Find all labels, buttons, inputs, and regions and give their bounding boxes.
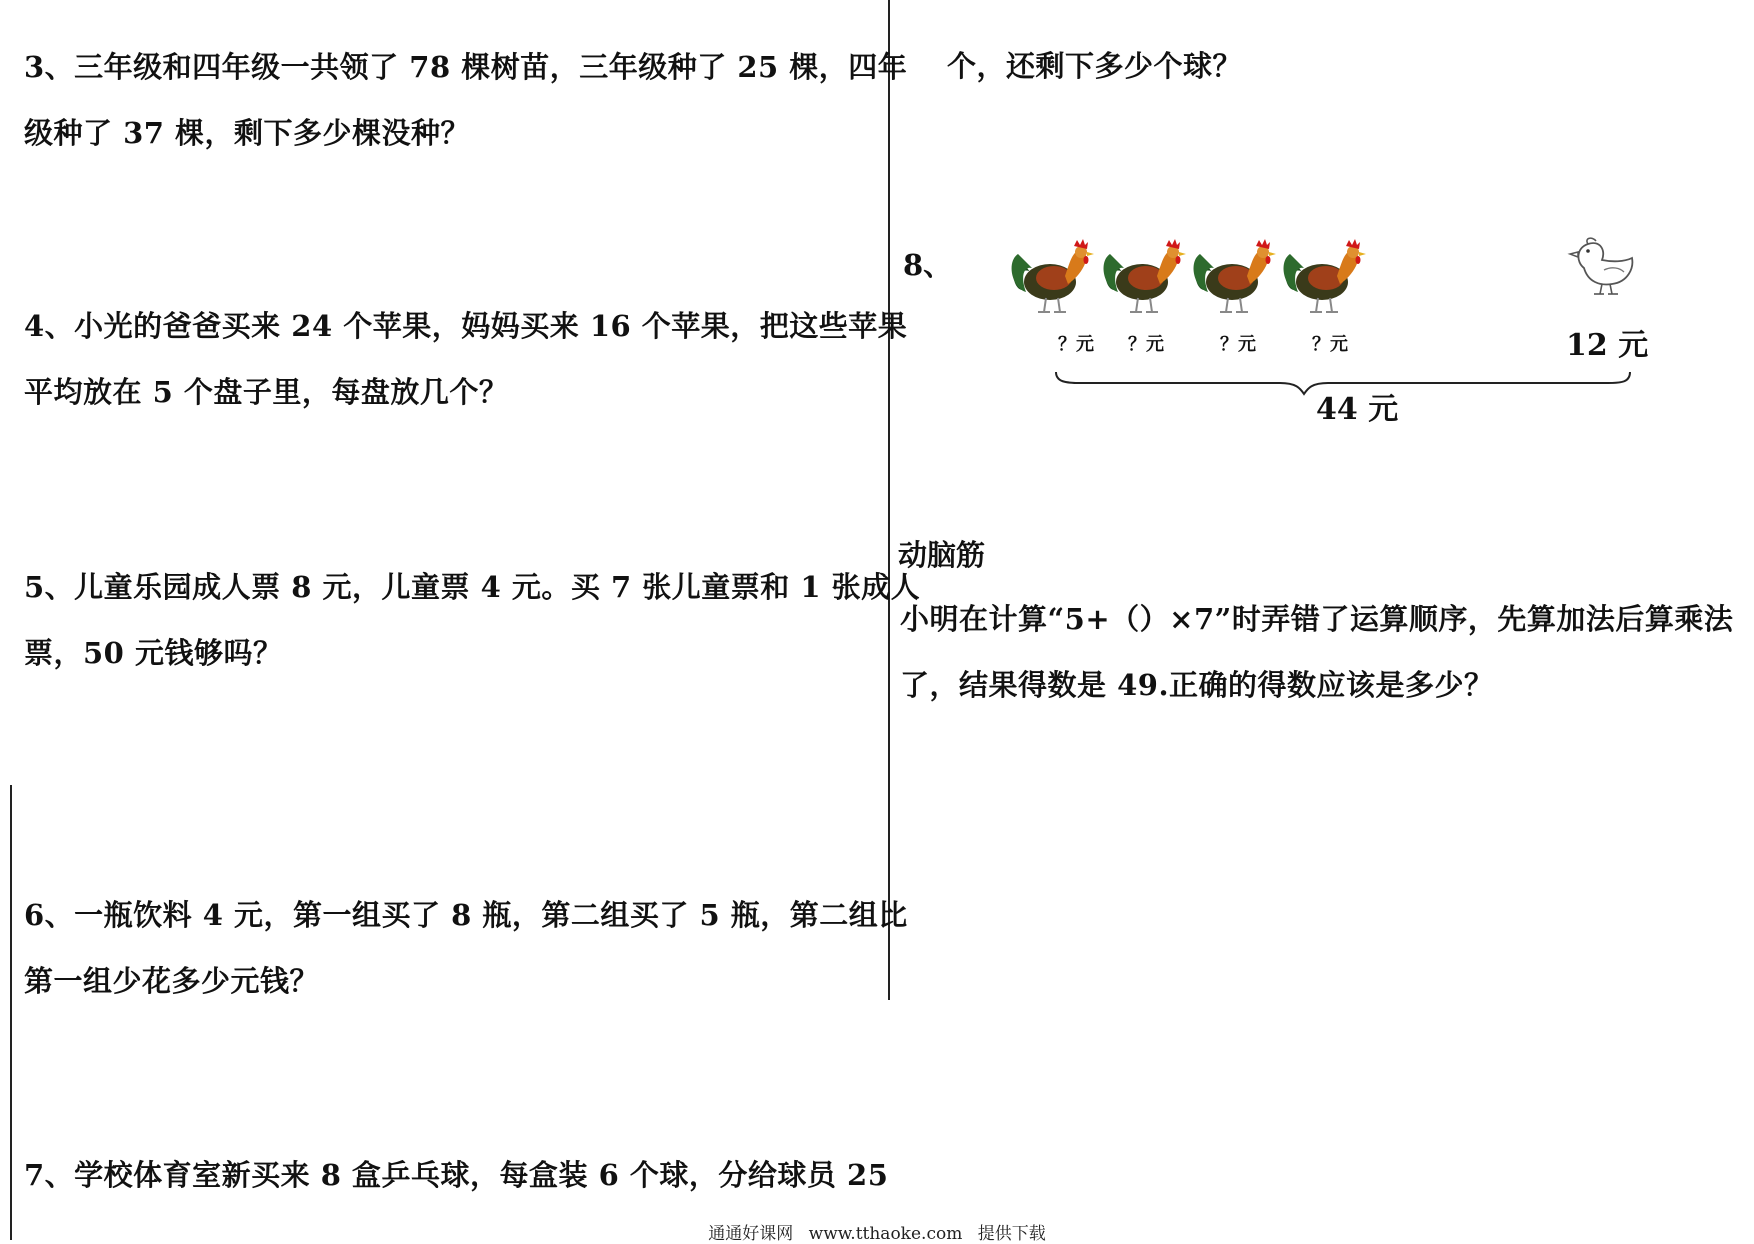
footer-url[interactable]: www.tthaoke.com bbox=[808, 1224, 963, 1244]
question-7-line-1: 7、学校体育室新买来 8 盒乒乓球，每盒装 6 个球，分给球员 25 bbox=[24, 1158, 889, 1192]
brain-teaser-line-1: 小明在计算“5+（）×7”时弄错了运算顺序，先算加法后算乘法 bbox=[900, 602, 1734, 636]
question-3-line-2: 级种了 37 棵，剩下多少棵没种？ bbox=[24, 116, 471, 150]
left-margin-line bbox=[10, 785, 12, 1240]
rooster-price-1: ？元 bbox=[1058, 334, 1094, 355]
duck-icon bbox=[1570, 238, 1632, 294]
question-8-label: 8、 bbox=[903, 248, 953, 282]
rooster-icon bbox=[1012, 239, 1094, 312]
brain-teaser-line-2: 了，结果得数是 49.正确的得数应该是多少？ bbox=[900, 668, 1494, 702]
question-7-continued bbox=[947, 33, 1242, 99]
question-5-line-1: 5、儿童乐园成人票 8 元，儿童票 4 元。买 7 张儿童票和 1 张成人 bbox=[24, 570, 921, 604]
question-5-line-2: 票，50 元钱够吗？ bbox=[24, 636, 283, 670]
question-4-line-1: 4、小光的爸爸买来 24 个苹果，妈妈买来 16 个苹果，把这些苹果 bbox=[24, 309, 908, 343]
total-price: 44 元 bbox=[1316, 392, 1399, 427]
question-8-figure bbox=[1010, 220, 1670, 430]
footer-site-name: 通通好课网 bbox=[708, 1224, 794, 1244]
question-6-line-2: 第一组少花多少元钱？ bbox=[24, 964, 320, 998]
brain-teaser-title: 动脑筋 bbox=[898, 538, 986, 572]
question-3 bbox=[24, 34, 907, 166]
rooster-icon bbox=[1104, 239, 1186, 312]
brain-teaser bbox=[900, 586, 1733, 718]
duck-price: 12 元 bbox=[1566, 328, 1649, 363]
rooster-price-3: ？元 bbox=[1220, 334, 1256, 355]
rooster-price-2: ？元 bbox=[1128, 334, 1164, 355]
question-4 bbox=[24, 293, 907, 425]
rooster-icon bbox=[1194, 239, 1276, 312]
question-7 bbox=[24, 1142, 888, 1208]
footer-suffix: 提供下载 bbox=[977, 1224, 1046, 1244]
rooster-price-4: ？元 bbox=[1312, 334, 1348, 355]
question-4-line-2: 平均放在 5 个盘子里，每盘放几个？ bbox=[24, 375, 509, 409]
question-7-line-2: 个，还剩下多少个球？ bbox=[947, 49, 1243, 83]
question-6-line-1: 6、一瓶饮料 4 元，第一组买了 8 瓶，第二组买了 5 瓶，第二组比 bbox=[24, 898, 908, 932]
question-3-line-1: 3、三年级和四年级一共领了 78 棵树苗，三年级种了 25 棵，四年 bbox=[24, 50, 908, 84]
question-6 bbox=[24, 882, 908, 1014]
question-5 bbox=[24, 554, 920, 686]
footer bbox=[0, 1219, 1754, 1244]
rooster-icon bbox=[1284, 239, 1366, 312]
